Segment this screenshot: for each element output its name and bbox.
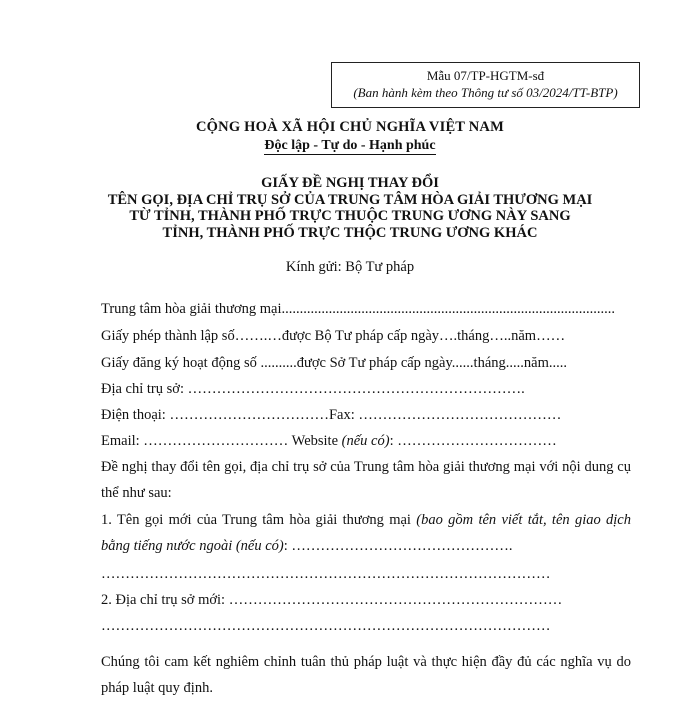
motto-text: Độc lập - Tự do - Hạnh phúc — [264, 138, 436, 153]
title-line-1: GIẤY ĐỀ NGHỊ THAY ĐỔI — [261, 175, 439, 191]
item-2-label: 2. Địa chỉ trụ sở mới: — [101, 592, 229, 608]
center-name-blank[interactable]: ............................................................................................ — [281, 301, 616, 317]
fax-blank[interactable]: …………………………………… — [358, 407, 562, 423]
center-name-field — [101, 301, 615, 318]
registration-field — [101, 355, 567, 372]
title-line-4: TỈNH, THÀNH PHỐ TRỰC THỘC TRUNG ƯƠNG KHÁC — [162, 224, 538, 241]
document-title — [0, 175, 700, 241]
item-2 — [101, 592, 562, 609]
item-2-blank[interactable]: …………………………………………………………… — [228, 592, 563, 608]
address-label: Địa chỉ trụ sở: — [101, 381, 188, 397]
website-colon: : — [389, 433, 398, 449]
title-line-2: TÊN GỌI, ĐỊA CHỈ TRỤ SỞ CỦA TRUNG TÂM HÒA GIẢI THƯƠNG MẠI — [107, 191, 593, 208]
form-code-box — [331, 62, 640, 108]
website-note: (nếu có) — [341, 433, 390, 449]
request-paragraph: Đề nghị thay đổi tên gọi, địa chỉ trụ sở của Trung tâm hòa giải thương mại với nội dung cụ thể như sau: — [101, 459, 631, 501]
nation-motto — [0, 138, 700, 154]
website-blank[interactable]: …………………………… — [397, 433, 557, 449]
item-2-continuation[interactable]: ………………………………………………………………………………… — [101, 618, 551, 634]
email-website-field — [101, 433, 557, 450]
address-blank[interactable]: ……………………………………………………………. — [187, 381, 525, 397]
phone-blank[interactable]: …………………………… — [169, 407, 329, 423]
license-field — [101, 328, 565, 345]
item-1-continuation[interactable]: ………………………………………………………………………………… — [101, 566, 551, 582]
fax-label: Fax: — [328, 407, 359, 423]
item-1-blank[interactable]: ………………………………………. — [291, 538, 513, 554]
form-code: Mẫu 07/TP-HGTM-sđ — [426, 68, 545, 83]
nation-title: CỘNG HOÀ XÃ HỘI CHỦ NGHĨA VIỆT NAM — [196, 119, 504, 135]
address-field — [101, 381, 525, 398]
commitment-paragraph: Chúng tôi cam kết nghiêm chỉnh tuân thủ pháp luật và thực hiện đầy đủ các nghĩa vụ do pháp luật quy định. — [101, 654, 631, 696]
email-label: Email: — [101, 433, 144, 449]
item-1 — [101, 507, 631, 559]
recipient: Kính gửi: Bộ Tư pháp — [285, 259, 415, 275]
item-1-text: 1. Tên gọi mới của Trung tâm hòa giải thương mại — [101, 512, 417, 528]
phone-label: Điện thoại: — [101, 407, 170, 423]
website-label: Website — [291, 433, 342, 449]
item-1-note: (bao gồm tên viết tắt, tên giao dịch bằng tiếng nước ngoài (nếu có) — [101, 512, 631, 554]
form-issued-note: (Ban hành kèm theo Thông tư số 03/2024/TT-BTP) — [353, 85, 618, 100]
item-1-colon: : — [283, 538, 292, 554]
email-blank[interactable]: ………………………… — [143, 433, 292, 449]
title-line-3: TỪ TỈNH, THÀNH PHỐ TRỰC THUỘC TRUNG ƯƠNG NÀY SANG — [129, 208, 571, 224]
registration-text[interactable]: Giấy đăng ký hoạt động số ..........được Sở Tư pháp cấp ngày......tháng.....năm..... — [101, 355, 567, 371]
phone-fax-field — [101, 407, 561, 424]
license-text[interactable]: Giấy phép thành lập số…….…được Bộ Tư pháp cấp ngày….tháng…..năm…… — [101, 328, 566, 344]
center-name-label: Trung tâm hòa giải thương mại — [101, 301, 282, 317]
